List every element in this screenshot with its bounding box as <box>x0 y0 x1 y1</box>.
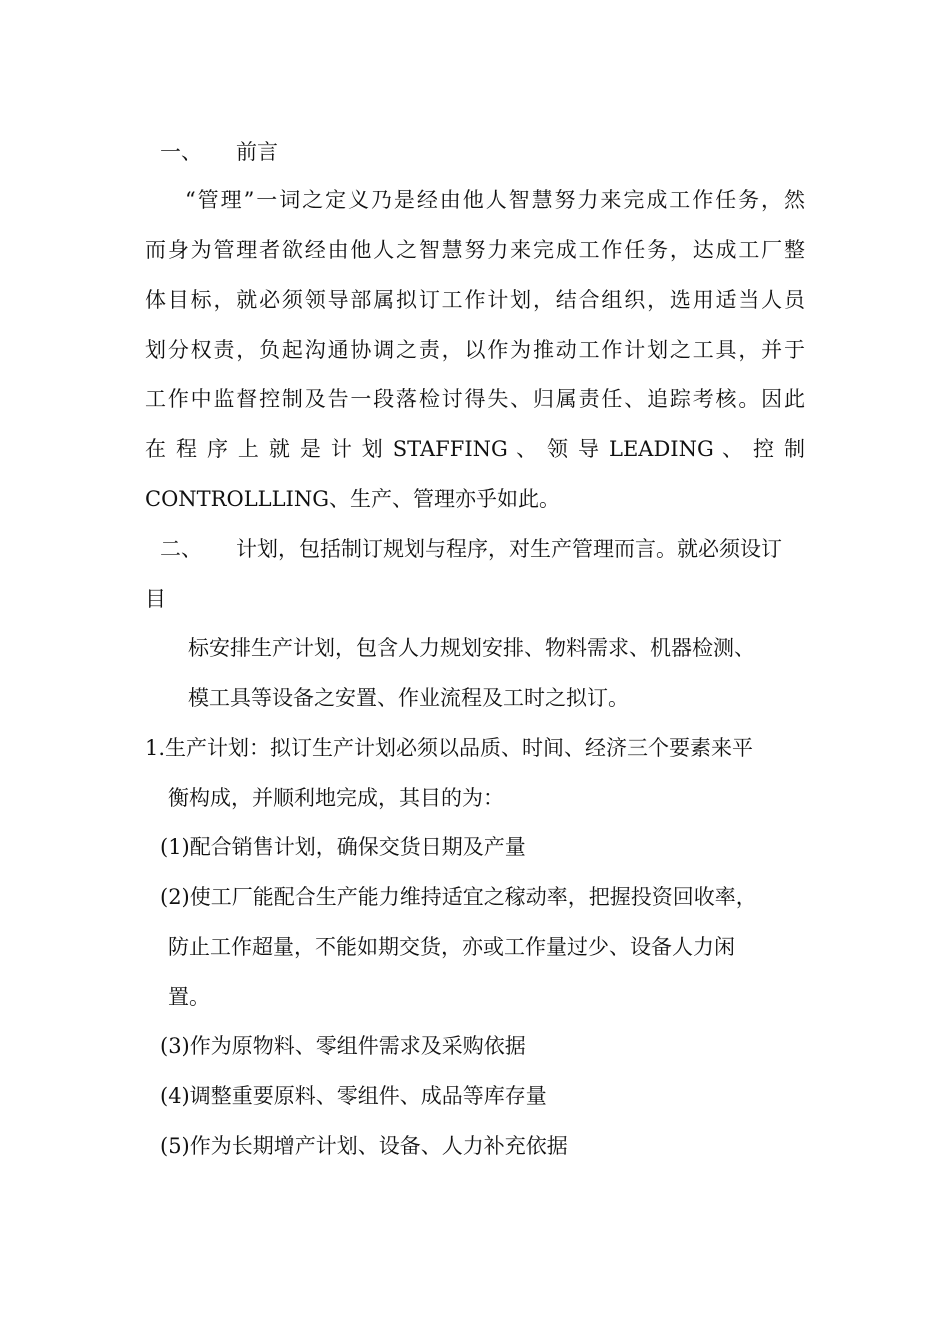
sub-item-4: (4)调整重要原料、零组件、成品等库存量 <box>160 1084 547 1108</box>
item-1-line-1: 1.生产计划：拟订生产计划必须以品质、时间、经济三个要素来平 <box>145 736 754 760</box>
section-1-line-1: “管理”一词之定义乃是经由他人智慧努力来完成工作任务，然 <box>185 188 805 212</box>
section-1-line-5: 工作中监督控制及告一段落检讨得失、归属责任、追踪考核。因此 <box>145 387 805 411</box>
section-1-number: 一、 <box>160 140 202 164</box>
section-1-title: 前言 <box>236 140 278 164</box>
section-1-line-7: CONTROLLLING、生产、管理亦乎如此。 <box>145 487 560 511</box>
sub-item-3: (3)作为原物料、零组件需求及采购依据 <box>160 1034 526 1058</box>
item-1-line-2: 衡构成，并顺利地完成，其目的为： <box>168 786 504 810</box>
section-1-line-3: 体目标，就必须领导部属拟订工作计划，结合组织，选用适当人员 <box>145 288 805 312</box>
section-1-line-4: 划分权责，负起沟通协调之责，以作为推动工作计划之工具，并于 <box>145 338 805 362</box>
section-1-line-2: 而身为管理者欲经由他人之智慧努力来完成工作任务，达成工厂整 <box>145 238 805 262</box>
sub-item-2-line-1: (2)使工厂能配合生产能力维持适宜之稼动率，把握投资回收率， <box>160 885 757 909</box>
section-2-line-3: 标安排生产计划，包含人力规划安排、物料需求、机器检测、 <box>188 636 755 660</box>
section-2-heading <box>160 535 805 563</box>
sub-item-2-line-3: 置。 <box>168 985 210 1009</box>
section-2-line-4: 模工具等设备之安置、作业流程及工时之拟订。 <box>188 686 629 710</box>
section-1-line-6: 在 程 序 上 就 是 计 划 STAFFING 、 领 导 LEADING 、 控 制 <box>145 437 805 461</box>
section-2-line-1: 计划，包括制订规划与程序，对生产管理而言。就必须设订 <box>236 537 782 561</box>
sub-item-1: (1)配合销售计划，确保交货日期及产量 <box>160 835 526 859</box>
sub-item-2-line-2: 防止工作超量，不能如期交货，亦或工作量过少、设备人力闲 <box>168 935 735 959</box>
section-1-heading <box>160 138 820 166</box>
section-2-line-2: 目 <box>145 587 166 611</box>
sub-item-5: (5)作为长期增产计划、设备、人力补充依据 <box>160 1134 568 1158</box>
section-2-number: 二、 <box>160 537 202 561</box>
